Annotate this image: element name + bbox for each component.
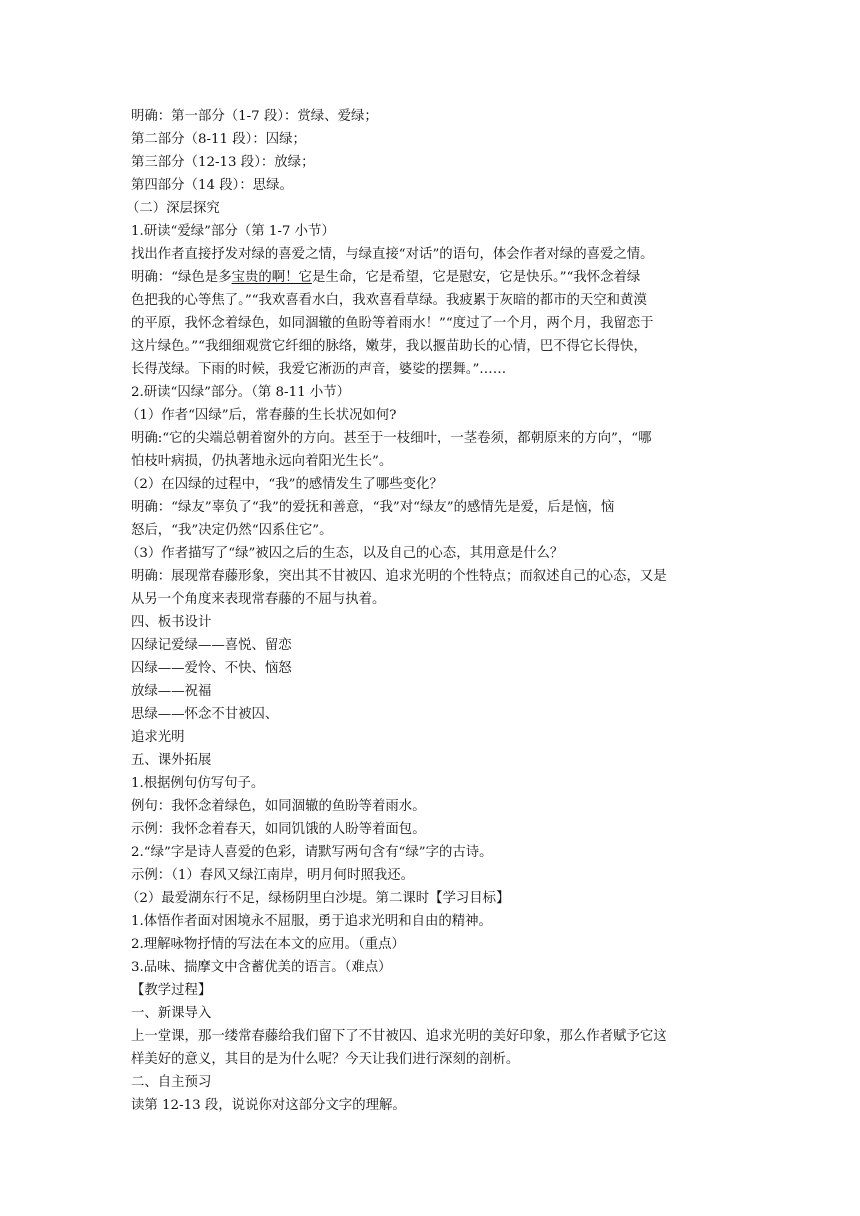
text-span: 明确：“绿色是多 bbox=[131, 270, 232, 285]
question-line: （1）作者“囚绿”后，常春藤的生长状况如何? bbox=[126, 408, 397, 423]
text-line: 2.研读“囚绿”部分。（第 8-11 小节） bbox=[131, 385, 351, 400]
text-line: 示例：（1）春风又绿江南岸，明月何时照我还。 bbox=[131, 868, 415, 883]
question-line: （2）在囚绿的过程中，“我”的感情发生了哪些变化？ bbox=[126, 477, 443, 492]
text-line: 放绿——祝福 bbox=[131, 684, 212, 699]
text-line: 1.研读“爱绿”部分（第 1-7 小节） bbox=[131, 224, 335, 239]
text-line: 囚绿记爱绿——喜悦、留恋 bbox=[131, 638, 292, 653]
text-line bbox=[131, 266, 736, 289]
text-line: 追求光明 bbox=[131, 730, 185, 745]
section-heading: 二、自主预习 bbox=[131, 1075, 212, 1090]
text-line: 读第 12-13 段，说说你对这部分文字的理解。 bbox=[131, 1098, 406, 1113]
text-line: 明确：展现常春藤形象，突出其不甘被囚、追求光明的个性特点；而叙述自己的心态，又是 bbox=[131, 569, 667, 584]
text-line: 上一堂课，那一缕常春藤给我们留下了不甘被囚、追求光明的美好印象，那么作者赋予它这 bbox=[131, 1029, 667, 1044]
text-line: 样美好的意义，其目的是为什么呢？今天让我们进行深刻的剖析。 bbox=[131, 1052, 520, 1067]
text-line: 例句：我怀念着绿色，如同涸辙的鱼盼等着雨水。 bbox=[131, 799, 426, 814]
text-line: 明确：“绿友”辜负了“我”的爱抚和善意，“我”对“绿友”的感情先是爱，后是恼，恼 bbox=[131, 500, 615, 515]
text-line: 怒后，“我”决定仍然“囚系住它”。 bbox=[131, 523, 333, 538]
text-line: 从另一个角度来表现常春藤的不屈与执着。 bbox=[131, 592, 386, 607]
underlined-text: 宝贵的啊！它 bbox=[231, 270, 312, 285]
text-line: 怕枝叶病损，仍执著地永远向着阳光生长”。 bbox=[131, 454, 393, 469]
text-line: 明确:“它的尖端总朝着窗外的方向。甚至于一枝细叶，一茎卷须，都朝原来的方向”，“哪 bbox=[131, 431, 652, 446]
text-line: 1.体悟作者面对困境永不屈服，勇于追求光明和自由的精神。 bbox=[131, 914, 492, 929]
text-line: 思绿——怀念不甘被囚、 bbox=[131, 707, 279, 722]
text-line: 1.根据例句仿写句子。 bbox=[131, 776, 265, 791]
text-line: 囚绿——爱怜、不快、恼怒 bbox=[131, 661, 292, 676]
text-line: 3.品味、揣摩文中含蓄优美的语言。（难点） bbox=[131, 960, 392, 975]
text-line: 2.“绿”字是诗人喜爱的色彩，请默写两句含有“绿”字的古诗。 bbox=[131, 845, 493, 860]
text-line: 2.理解咏物抒情的写法在本文的应用。（重点） bbox=[131, 937, 405, 952]
text-line: 第二部分（8-11 段）：囚绿； bbox=[131, 132, 306, 147]
text-line: 的平原，我怀念着绿色，如同涸辙的鱼盼等着雨水！”“度过了一个月，两个月，我留恋于 bbox=[131, 316, 654, 331]
text-line: 这片绿色。”“我细细观赏它纤细的脉络，嫩芽，我以揠苗助长的心情，巴不得它长得快， bbox=[131, 339, 647, 354]
section-heading: （二）深层探究 bbox=[126, 201, 220, 216]
section-heading: 【教学过程】 bbox=[131, 983, 212, 998]
text-line: 长得茂绿。下雨的时候，我爱它淅沥的声音，婆娑的摆舞。”…… bbox=[131, 362, 507, 377]
section-heading: 四、板书设计 bbox=[131, 615, 212, 630]
question-line: （3）作者描写了“绿”被囚之后的生态，以及自己的心态，其用意是什么？ bbox=[126, 546, 564, 561]
text-line: 第三部分（12-13 段）：放绿； bbox=[131, 155, 315, 170]
text-line: 明确：第一部分（1-7 段）：赏绿、爱绿； bbox=[131, 109, 378, 124]
text-line: 示例：我怀念着春天，如同饥饿的人盼等着面包。 bbox=[131, 822, 426, 837]
text-line: （2）最爱湖东行不足，绿杨阴里白沙堤。第二课时【学习目标】 bbox=[126, 891, 510, 906]
section-heading: 一、新课导入 bbox=[131, 1006, 212, 1021]
text-line: 第四部分（14 段）：思绿。 bbox=[131, 178, 293, 193]
section-heading: 五、课外拓展 bbox=[131, 753, 212, 768]
text-line: 找出作者直接抒发对绿的喜爱之情，与绿直接“对话”的语句，体会作者对绿的喜爱之情。 bbox=[131, 247, 654, 262]
text-span: 是生命，它是希望，它是慰安，它是快乐。”“我怀念着绿 bbox=[311, 270, 641, 285]
document-page bbox=[126, 105, 736, 1117]
text-line: 色把我的心等焦了。”“我欢喜看水白，我欢喜看草绿。我疲累于灰暗的都市的天空和黄漠 bbox=[131, 293, 647, 308]
